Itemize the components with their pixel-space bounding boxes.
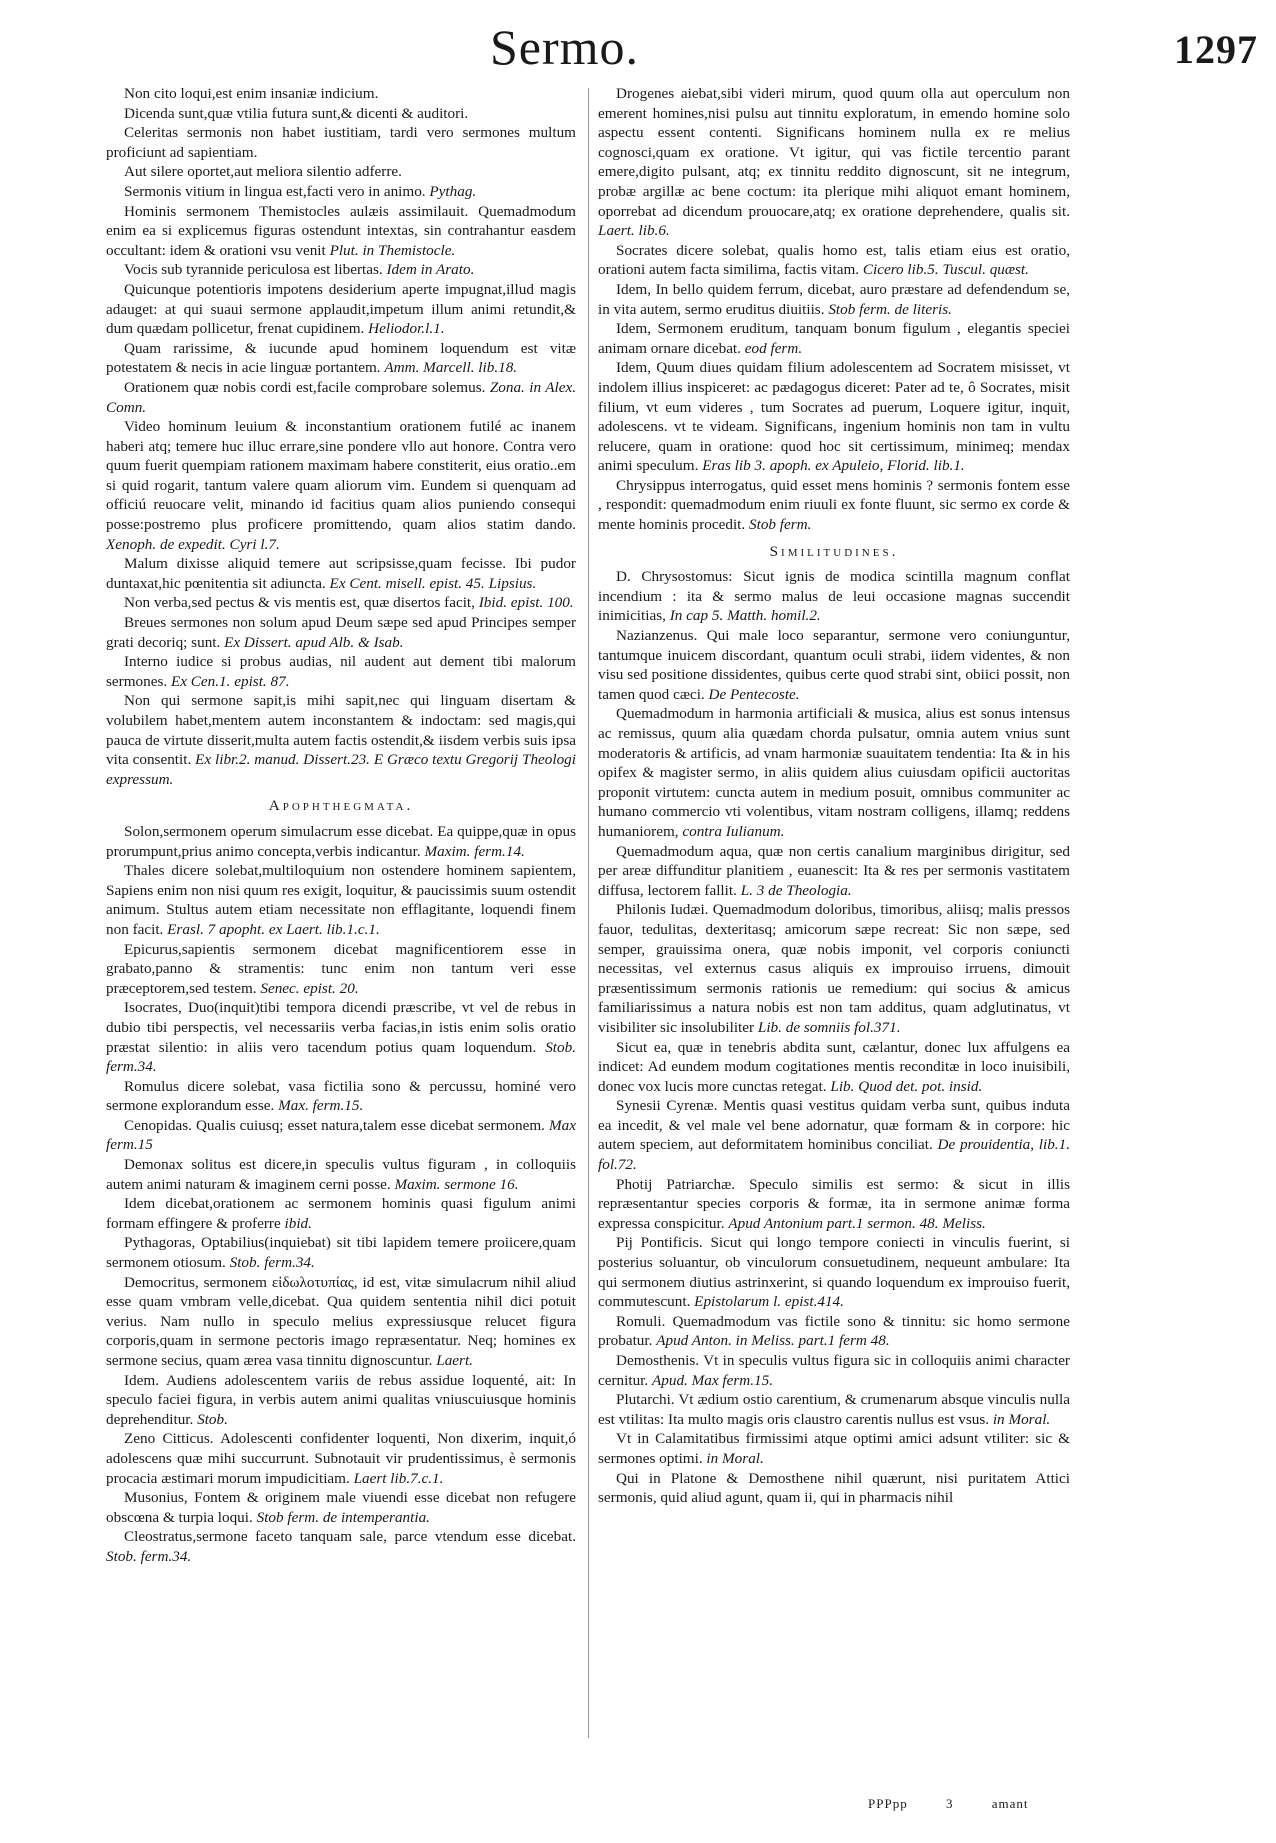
entry-paragraph: [106, 260, 576, 280]
entry-source: In cap 5. Matth. homil.2.: [669, 607, 821, 625]
entry-paragraph: [106, 613, 576, 652]
entry-text: D. Chrysostomus: Sicut ignis de modica scintilla magnum conflat incendium : ita & sermo malus de leui occasione magnas succendit inimicitias,: [598, 568, 1070, 625]
catchword: amant: [991, 1796, 1029, 1811]
entry-source: Stob.: [197, 1410, 228, 1428]
entry-paragraph: [106, 84, 576, 104]
entry-source: Stob ferm.: [749, 516, 812, 534]
right-column: [598, 84, 1070, 1508]
entry-source: Lib. Quod det. pot. insid.: [830, 1077, 983, 1095]
entry-text: Demonax solitus est dicere,in speculis vultus figuram , in colloquiis autem animi naturam & imaginem cerni posse.: [106, 1156, 576, 1193]
entry-paragraph: [598, 1233, 1070, 1311]
entry-paragraph: [106, 1155, 576, 1194]
entry-text: Hominis sermonem Themistocles aulæis assimilauit. Quemadmodum enim ea si explicemus figuras ostendunt intextas, sin contrahantur easdem occultant: idem & orationi vsu venit: [106, 202, 576, 259]
entry-source: Stob. ferm.34.: [106, 1547, 192, 1565]
entry-text: Non qui sermone sapit,is mihi sapit,nec qui linguam disertam & volubilem habet,mentem autem inconstantem & indoctam: sed magis,qui pauca de virtute disserit,multa autem factis ostendit,& iisdem verbis suis ipsa vita consentit.: [106, 692, 576, 769]
entry-paragraph: [106, 554, 576, 593]
entry-paragraph: [106, 1116, 576, 1155]
entry-paragraph: [598, 84, 1070, 241]
entry-paragraph: [598, 900, 1070, 1037]
entry-paragraph: [598, 319, 1070, 358]
signature-mark: PPPpp: [868, 1796, 908, 1811]
entry-text: Plutarchi. Vt ædium ostio carentium, & crumenarum absque vinculis nulla est vtilitas: Ita multo magis oris claustro carentis nullus est vsus.: [598, 1391, 1070, 1428]
entry-text: Thales dicere solebat,multiloquium non ostendere hominem sapientem, Sapiens enim non nisi quum res exigit, loquitur, & paucissimis suum ostendit animum. Stultus autem etiam necessitate non efflagitante, loquendi finem non facit.: [106, 862, 576, 938]
column-divider: [588, 88, 589, 1738]
entry-source: Maxim. ferm.14.: [424, 842, 525, 860]
entry-text: Democritus, sermonem εἰδωλοτυπίας, id est, vitæ simulacrum nihil aliud esse quam vmbram velle,dicebat. Qua quidem sententia nihil dici potuit verius. Nam nullo in speculo melius expressiusque relucet figura corporis,quam in sermone pectoris imago repræsentatur. Neq; homines ex sermone secius, quam ærea vasa tinnitu dignoscuntur.: [106, 1273, 576, 1369]
entry-source: Max. ferm.15.: [278, 1097, 364, 1115]
entry-text: Vt in Calamitatibus firmissimi atque optimi amici adsunt vtiliter: sic & sermones optimi.: [598, 1430, 1070, 1467]
entry-paragraph: [106, 1527, 576, 1566]
signature-number: 3: [945, 1796, 954, 1811]
entry-paragraph: [598, 842, 1070, 901]
entry-source: De prouidentia, lib.1. fol.72.: [598, 1136, 1070, 1174]
right-entries-a: [598, 84, 1070, 535]
entry-text: Nazianzenus. Qui male loco separantur, sermone vero coniunguntur, tantumque inuicem discordant, quantum oculi strabi, iidem videntes, & non visu sed positione dissidentes, quibus certe quod strabi sint, obiici possit, non tamen quod cæci.: [598, 627, 1070, 703]
entry-source: Erasl. 7 apopht. ex Laert. lib.1.c.1.: [167, 920, 380, 938]
entry-paragraph: [106, 822, 576, 861]
entry-source: Laert lib.7.c.1.: [353, 1469, 444, 1487]
entry-text: Romulus dicere solebat, vasa fictilia sono & percussu, hominé vero sermone explorandum esse.: [106, 1077, 576, 1115]
entry-source: Eras lib 3. apoph. ex Apuleio, Florid. lib.1.: [702, 457, 965, 475]
entry-text: Sermonis vitium in lingua est,facti vero in animo.: [124, 182, 426, 200]
entry-paragraph: [106, 202, 576, 261]
entry-paragraph: [598, 1351, 1070, 1390]
entry-text: Idem, Quum diues quidam filium adolescentem ad Socratem misisset, vt indolem illius inspiceret: ac pædagogus diceret: Pater ad te, ô Socrates, misit filium, vt eum videres , tum Socrates ad puerum, Loquere igitur, inquit, adolescens. vt te videam. Significans, ingenium hominis non tam in vultu relucere, quam in oratione: quod hoc sit certissimum, minimeq; mendax animi speculum.: [598, 359, 1070, 475]
entry-paragraph: [598, 280, 1070, 319]
entry-text: Breues sermones non solum apud Deum sæpe sed apud Principes semper grati decoriq; sunt.: [106, 614, 576, 651]
entry-paragraph: [106, 182, 576, 202]
entry-source: eod ferm.: [744, 339, 803, 357]
entry-source: Plut. in Themistocle.: [329, 241, 456, 259]
entry-source: Apud Antonium part.1 sermon. 48. Meliss.: [728, 1214, 986, 1232]
entry-text: Sicut ea, quæ in tenebris abdita sunt, cælantur, donec lux affulgens ea indicet: Ad eundem modum cogitationes mentis reconditæ in loco inuisibili, donec vox lucis more cunctas retegat.: [598, 1038, 1070, 1095]
entry-source: Ex Cen.1. epist. 87.: [170, 672, 290, 690]
entry-source: in Moral.: [706, 1449, 764, 1467]
entry-source: in Moral.: [992, 1410, 1051, 1428]
entry-source: Stob. ferm.34.: [106, 1038, 577, 1076]
entry-paragraph: [106, 691, 576, 789]
entry-text: Drogenes aiebat,sibi videri mirum, quod quum olla aut operculum non emerent homines,nisi pulsu aut tinnitu exploratum, in emendo homine solo aspectu essent contenti. Significans hominem nulla ex re melius cognosci,quam ex oratione. Vt igitur, qui vas fictile tercentio parant emere,digito pulsant, atq; ex tinnitu reddito dignoscunt, sit ne integrum, probæ argillæ ac bene coctum: ita plerique mihi aliquot emant hominem, oporrebat ad dicendum prouocare,atq; ex oratione deprehendere, qualis sit.: [598, 85, 1070, 220]
entry-paragraph: [106, 1077, 576, 1116]
entry-text: Malum dixisse aliquid temere aut scripsisse,quam fecisse. Ibi pudor duntaxat,hic pœnitentia sit adiuncta.: [106, 555, 576, 592]
entry-text: Chrysippus interrogatus, quid esset mens hominis ? sermonis fontem esse , respondit: quemadmodum enim riuuli ex fonte fluunt, sic sermo ex corde & mente hominis procedit.: [598, 476, 1070, 534]
entry-text: Dicenda sunt,quæ vtilia futura sunt,& dicenti & auditori.: [124, 104, 469, 122]
entry-source: Laert.: [436, 1352, 473, 1369]
entry-paragraph: [598, 1175, 1070, 1234]
entry-text: Musonius, Fontem & originem male viuendi esse dicebat non refugere obscœna & turpia loqui.: [106, 1489, 576, 1526]
entry-source: Apud. Max ferm.15.: [651, 1371, 774, 1389]
entry-source: Maxim. sermone 16.: [394, 1175, 519, 1193]
entry-text: Cleostratus,sermone faceto tanquam sale, parce vtendum esse dicebat.: [124, 1528, 576, 1546]
page-footer: [868, 1796, 1062, 1812]
entry-paragraph: [106, 123, 576, 162]
section-heading-similitudines: Similitudines.: [769, 542, 899, 560]
entry-source: Idem in Arato.: [386, 261, 475, 279]
entry-paragraph: [106, 861, 576, 939]
entry-text: Socrates dicere solebat, qualis homo est, talis etiam eius est oratio, orationi autem facta similima, factis vitam.: [598, 241, 1070, 279]
entry-text: Celeritas sermonis non habet iustitiam, tardi vero sermones multum proficiunt ad sapientiam.: [106, 124, 576, 161]
entry-text: Orationem quæ nobis cordi est,facile comprobare solemus.: [124, 378, 486, 396]
entry-text: Cenopidas. Qualis cuiusq; esset natura,talem esse dicebat sermonem.: [124, 1116, 545, 1134]
entry-text: Photij Patriarchæ. Speculo similis est sermo: & sicut in illis repræsentantur species corporis & formæ, ita in sermone animæ forma expressa conspicitur.: [598, 1175, 1070, 1232]
entry-source: Senec. epist. 20.: [260, 979, 359, 997]
left-column: [106, 84, 576, 1567]
entry-text: Romuli. Quemadmodum vas fictile sono & tinnitu: sic homo sermone probatur.: [598, 1312, 1070, 1350]
entry-source: Cicero lib.5. Tuscul. quæst.: [862, 261, 1029, 279]
entry-source: Ex Cent. misell. epist. 45. Lipsius.: [329, 574, 537, 592]
entry-paragraph: [598, 358, 1070, 476]
entry-text: Interno iudice si probus audias, nil audent aut dement tibi malorum sermones.: [106, 653, 576, 690]
right-entries-b: [598, 567, 1070, 1508]
entry-source: Lib. de somniis fol.371.: [757, 1018, 901, 1036]
entry-paragraph: [598, 1096, 1070, 1174]
entry-source: Max ferm.15: [106, 1116, 576, 1154]
entry-text: Zeno Citticus. Adolescenti confidenter loquenti, Non dixerim, inquit,ó adolescens quæ mihi succurrunt. Subnotauit vir prudentissimus, è sermonis procacia æstimari morum impudicitiam.: [106, 1430, 576, 1487]
entry-paragraph: [106, 940, 576, 999]
entry-source: Epistolarum l. epist.414.: [694, 1293, 844, 1311]
entry-paragraph: [598, 1038, 1070, 1097]
entry-text: Pythagoras, Optabilius(inquiebat) sit tibi lapidem temere proiicere,quam sermonem otiosum.: [106, 1234, 576, 1272]
entry-paragraph: [106, 417, 576, 554]
entry-source: Amm. Marcell. lib.18.: [384, 359, 518, 377]
entry-paragraph: [598, 704, 1070, 841]
entry-paragraph: [106, 104, 576, 124]
entry-source: De Pentecoste.: [708, 685, 800, 703]
entry-text: Aut silere oportet,aut meliora silentio adferre.: [124, 163, 402, 181]
entry-source: Stob. ferm.34.: [229, 1254, 315, 1272]
entry-text: Solon,sermonem operum simulacrum esse dicebat. Ea quippe,quæ in opus prorumpunt,prius animo concepta,verbis indicantur.: [106, 822, 576, 860]
entry-paragraph: [598, 1390, 1070, 1429]
entry-paragraph: [106, 998, 576, 1076]
section-heading-apophthegmata: Apophthegmata.: [268, 797, 414, 815]
entry-text: Isocrates, Duo(inquit)tibi tempora dicendi præscribe, vt vel de rebus in dubio tibi perspectis, vel necessariis verba facias,in istis enim solis oratio præstat silentio: in aliis vero tacendum potius quam loquendum.: [106, 999, 576, 1056]
entry-source: ibid.: [284, 1214, 312, 1232]
entry-source: Heliodor.l.1.: [368, 320, 445, 338]
entry-source: Apud Anton. in Meliss. part.1 ferm 48.: [656, 1332, 890, 1350]
entry-paragraph: [106, 652, 576, 691]
entry-text: Quemadmodum in harmonia artificiali & musica, alius est sonus intensus ac remissus, quum alia quædam chorda pulsatur, omnia autem vnius sunt moderatoris & artificis, ad vnam harmoniæ suauitatem tendentia: Ita & in his opifex & magister sermo, in aliis quidem alius cuiusdam opificii auctoritas proponit virtutem: cuncta autem in medium posuit, omnibus communiter ac humano commercio vti volentibus, vitam nostram colligens, illamq; reddens humaniorem,: [598, 705, 1070, 840]
entry-source: Ex libr.2. manud. Dissert.23. E Græco textu Gregorij Theologi expressum.: [106, 751, 576, 788]
entry-paragraph: [106, 339, 576, 378]
running-title: Sermo.: [490, 19, 640, 75]
entry-paragraph: [106, 378, 576, 417]
entry-source: contra Iulianum.: [682, 822, 785, 840]
entry-text: Idem dicebat,orationem ac sermonem hominis quasi figulum animi formam effingere & proferre: [106, 1195, 576, 1232]
entry-source: Pythag.: [429, 182, 477, 200]
entry-source: Zona. in Alex. Comn.: [106, 378, 577, 416]
entry-paragraph: [598, 241, 1070, 280]
left-entries-b: [106, 822, 576, 1567]
entry-paragraph: [106, 280, 576, 339]
entry-text: Idem. Audiens adolescentem variis de rebus assidue loquenté, ait: In speculo faciei figura, in verbis autem animi qualitas vniuscuiusque hominis deprehenditur.: [106, 1371, 576, 1428]
entry-paragraph: [598, 626, 1070, 704]
entry-text: Quicunque potentioris impotens desiderium aperte impugnat,illud magis adauget: at qui suaui sermone applaudit,impetum illum animi retundit,& dum quædam pollicetur, frenat cupidinem.: [106, 280, 576, 338]
entry-source: Laert. lib.6.: [598, 222, 670, 240]
entry-paragraph: [106, 1429, 576, 1488]
page-number: 1297: [1174, 27, 1258, 72]
entry-paragraph: [106, 1488, 576, 1527]
entry-source: Stob ferm. de intemperantia.: [256, 1508, 430, 1526]
entry-paragraph: [598, 1429, 1070, 1468]
entry-text: Epicurus,sapientis sermonem dicebat magnificentiorem esse in grabato,panno & stramentis: tunc enim non tantum veri esse præceptorem,sed testem.: [106, 940, 576, 997]
entry-paragraph: [106, 593, 576, 613]
entry-text: Video hominum leuium & inconstantium orationem futilé ac inanem haberi atq; temere huc illuc errare,sine pondere vllo aut honore. Contra vero quum fuerit quempiam rationem maximam habere constiterit, eius oratio..em si quid rogarit, tantum valere quam aliorum vim. Eundem si quenquam ad officiú reuocare velit, minando id facitius quam alios puniendo consequi posse:postremo plus proficere promittendo, quam alios statim dando.: [106, 418, 576, 534]
entry-text: Idem, In bello quidem ferrum, dicebat, auro præstare ad defendendum se, in vita autem, sermo eruditus diuitiis.: [598, 280, 1070, 318]
entry-paragraph: [598, 1469, 1070, 1508]
entry-text: Vocis sub tyrannide periculosa est libertas.: [124, 261, 383, 279]
entry-paragraph: [598, 1312, 1070, 1351]
entry-text: Demosthenis. Vt in speculis vultus figura sic in colloquiis animi character cernitur.: [598, 1352, 1070, 1389]
entry-source: Xenoph. de expedit. Cyri l.7.: [106, 535, 280, 553]
entry-text: Idem, Sermonem eruditum, tanquam bonum figulum , elegantis speciei animam ornare dicebat.: [598, 320, 1070, 357]
entry-paragraph: [106, 1273, 576, 1371]
entry-text: Quam rarissime, & iucunde apud hominem loquendum est vitæ potestatem & necis in acie linguæ portantem.: [106, 339, 576, 377]
entry-text: Non cito loqui,est enim insaniæ indicium.: [124, 85, 379, 102]
entry-source: Stob ferm. de literis.: [828, 300, 952, 318]
entry-text: Quemadmodum aqua, quæ non certis canalium marginibus dirigitur, sed per areæ diffunditur planitiem , euanescit: Ita & res per sermonis vastitatem diffusa, lectorem fallit.: [598, 842, 1070, 899]
entry-source: Ex Dissert. apud Alb. & Isab.: [224, 633, 404, 651]
entry-paragraph: [106, 1371, 576, 1430]
entry-paragraph: [106, 1194, 576, 1233]
entry-text: Non verba,sed pectus & vis mentis est, quæ disertos facit,: [124, 594, 475, 612]
entry-paragraph: [598, 476, 1070, 535]
entry-text: Pij Pontificis. Sicut qui longo tempore coniecti in vinculis fuerint, si posterius soluantur, ob vinculorum consuetudinem, nequeunt ambulare: Ita qui sermonem diutius astrinxerint, si quando loquendum ex improuiso fuerit, commutescunt.: [598, 1234, 1070, 1311]
entry-paragraph: [598, 567, 1070, 626]
entry-text: Synesii Cyrenæ. Mentis quasi vestitus quidam verba sunt, quibus induta ea incedit, & vel male vel bene adornatur, quæ formam & in corpore: hic autem speciem, aut deformitatem hominibus conciliat.: [598, 1097, 1070, 1154]
entry-source: Ibid. epist. 100.: [478, 594, 574, 612]
entry-text: Qui in Platone & Demosthene nihil quærunt, nisi puritatem Attici sermonis, quid aliud agunt, quam ii, qui in pharmacis nihil: [598, 1469, 1070, 1507]
left-entries-a: [106, 84, 576, 789]
entry-paragraph: [106, 162, 576, 182]
entry-source: L. 3 de Theologia.: [740, 881, 852, 899]
entry-text: Philonis Iudæi. Quemadmodum doloribus, timoribus, aliisq; malis pressos fauor, tedulitas, dexteritasq; amicorum sæpe recreat: Sic non sæpe, sed semper, grauissima onera, quæ nobis imponit, vel corporis coniuncti necessitas, vel externus casus aliquis ex improuiso irruens, dimouit præsentissimum sermonis rationis ue remedium: qui socius & amicus familiarissimus a natura nobis est non tam additus, quam adglutinatus, vt visibiliter sic insolubiliter: [598, 901, 1070, 1036]
entry-paragraph: [106, 1233, 576, 1272]
